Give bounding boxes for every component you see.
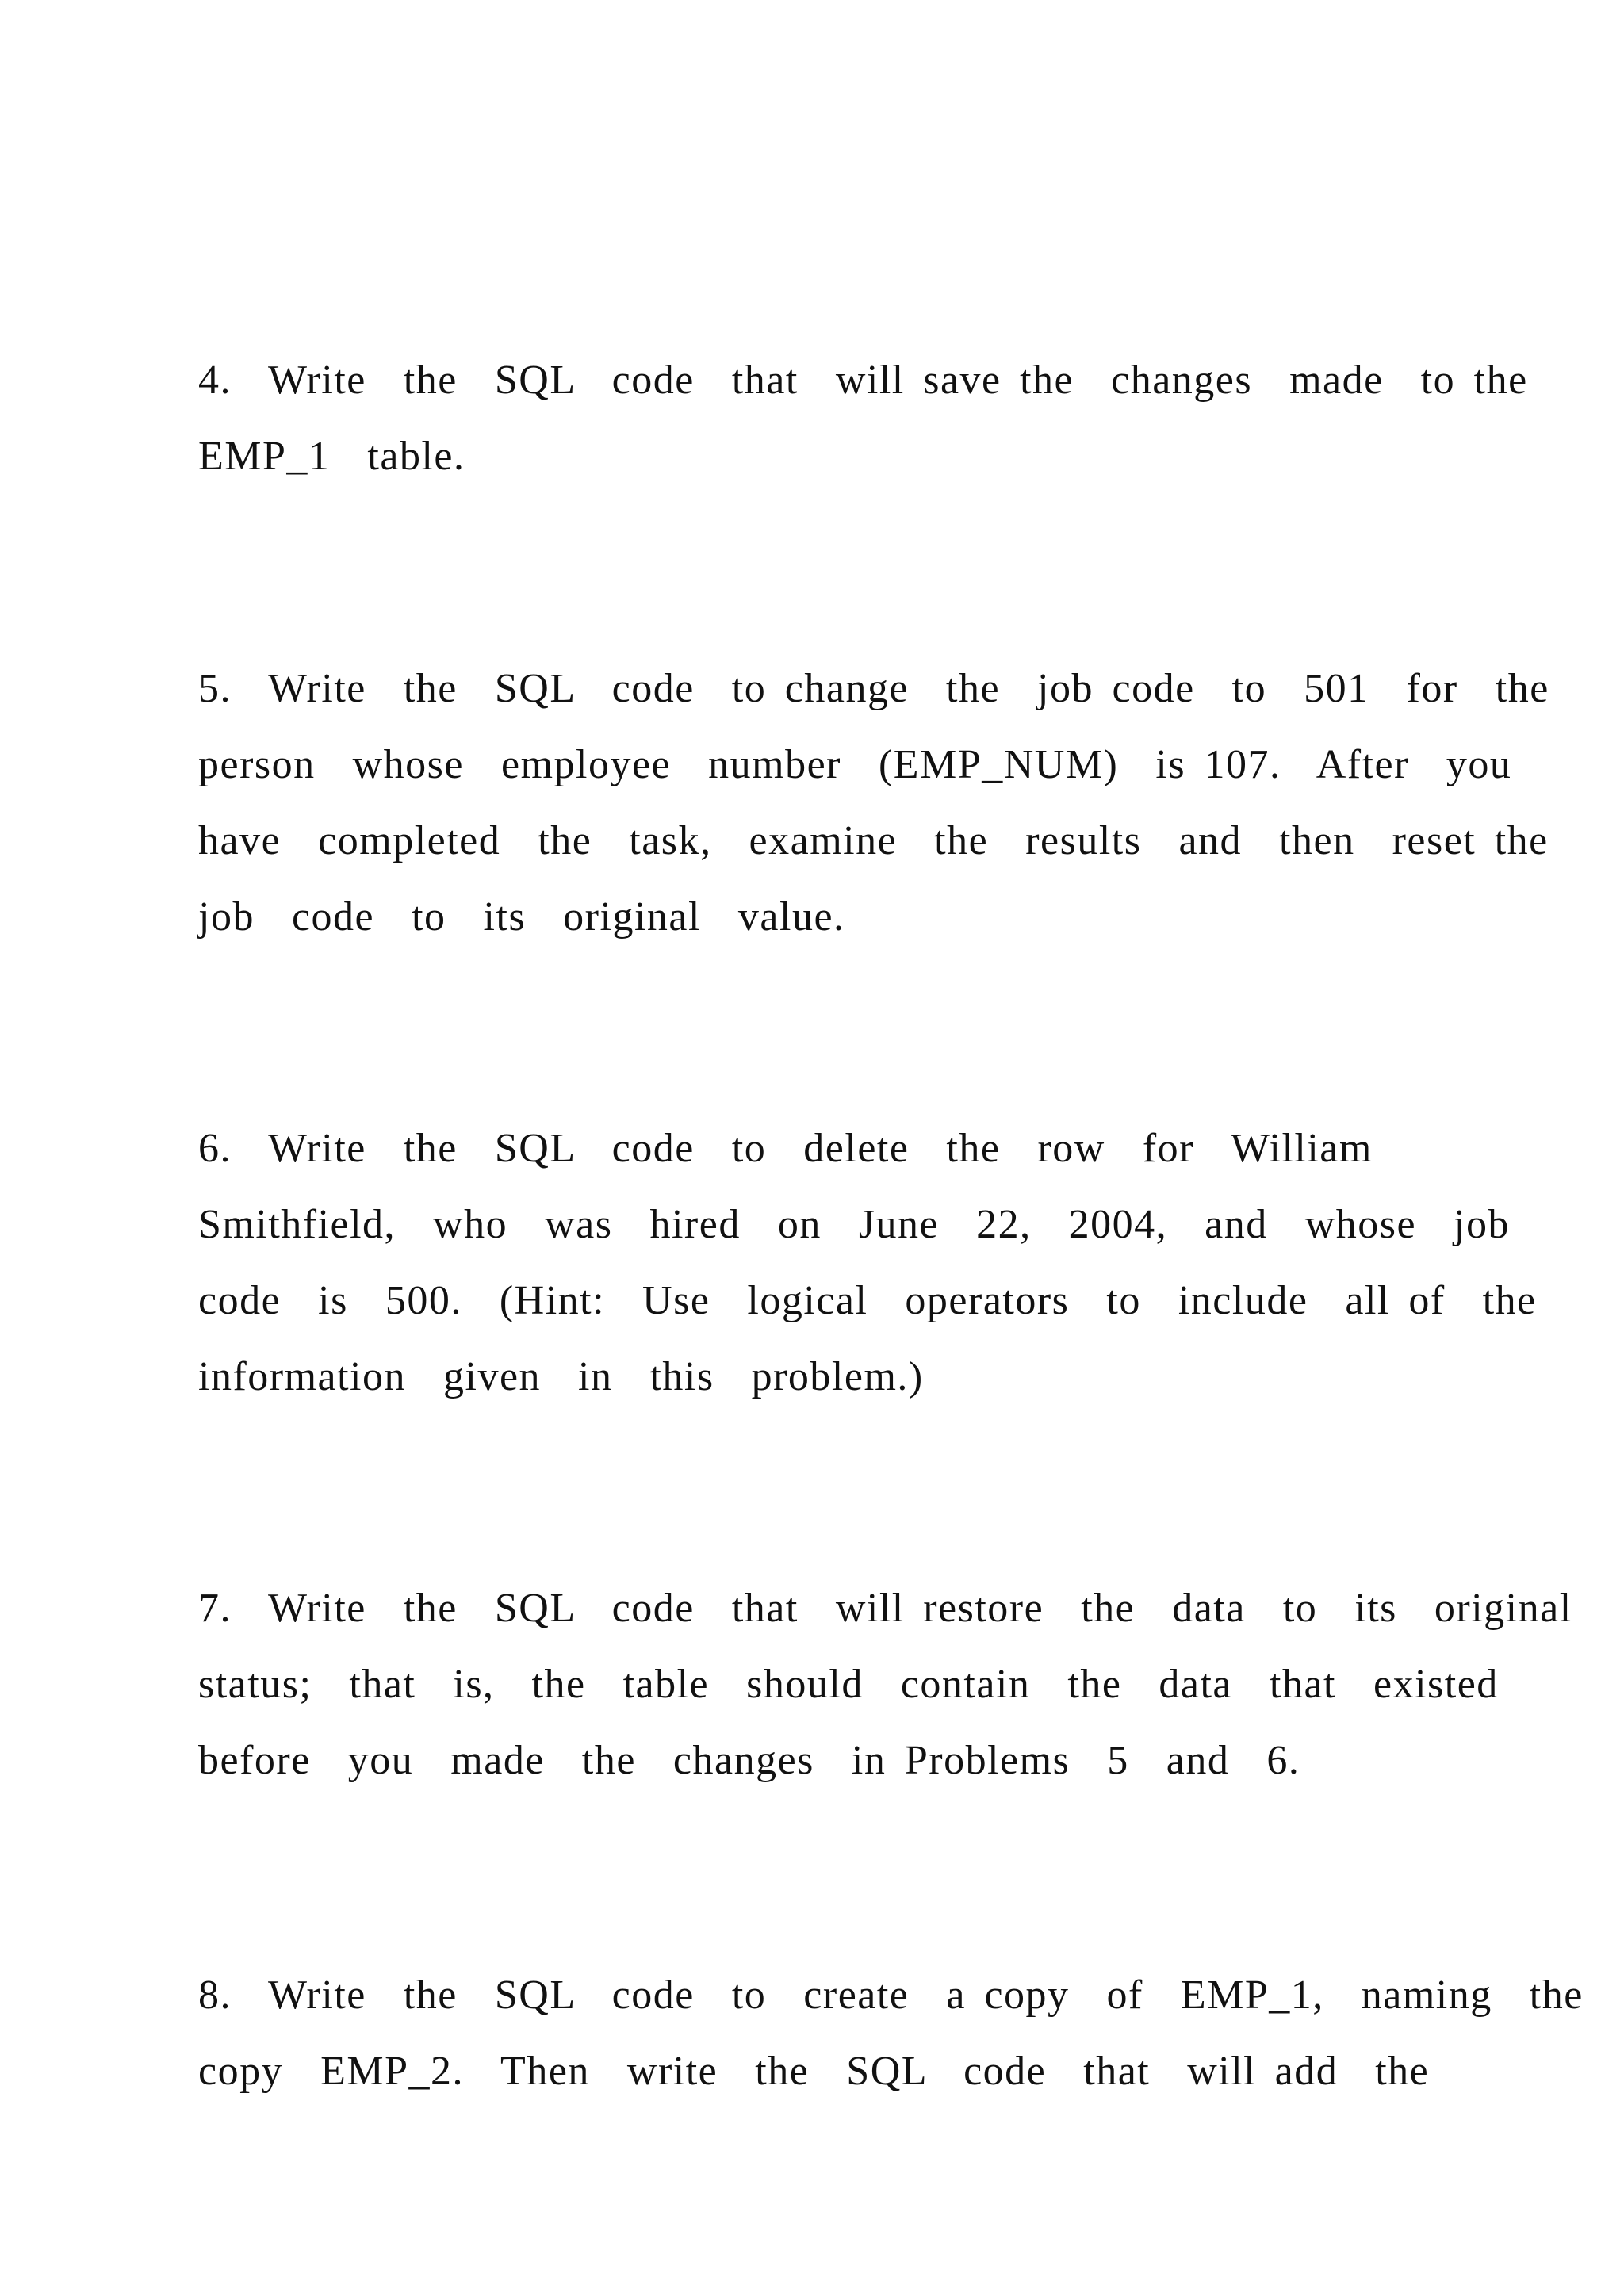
question-5-line-1: 5. Write the SQL code to change the job code to 501 for the xyxy=(198,666,1549,711)
question-7-line-2: status; that is, the table should contain the data that existed xyxy=(198,1662,1499,1707)
question-8-line-2: copy EMP_2. Then write the SQL code that will add the xyxy=(198,2049,1430,2094)
question-8-line-1: 8. Write the SQL code to create a copy of EMP_1, naming the xyxy=(198,1973,1584,2018)
question-5-line-2: person whose employee number (EMP_NUM) is 107. After you xyxy=(198,742,1512,787)
question-6-line-3: code is 500. (Hint: Use logical operators to include all of the xyxy=(198,1278,1537,1323)
question-6-line-2: Smithfield, who was hired on June 22, 2004, and whose job xyxy=(198,1202,1511,1247)
question-4-line-1: 4. Write the SQL code that will save the changes made to the xyxy=(198,358,1528,403)
question-4-line-2: EMP_1 table. xyxy=(198,434,465,479)
question-5-line-4: job code to its original value. xyxy=(198,894,845,939)
question-6-line-4: information given in this problem.) xyxy=(198,1354,924,1399)
question-6-line-1: 6. Write the SQL code to delete the row for William xyxy=(198,1126,1373,1171)
question-7-line-3: before you made the changes in Problems 5 and 6. xyxy=(198,1738,1300,1783)
question-7-line-1: 7. Write the SQL code that will restore the data to its original xyxy=(198,1586,1572,1631)
question-5-line-3: have completed the task, examine the results and then reset the xyxy=(198,818,1549,863)
